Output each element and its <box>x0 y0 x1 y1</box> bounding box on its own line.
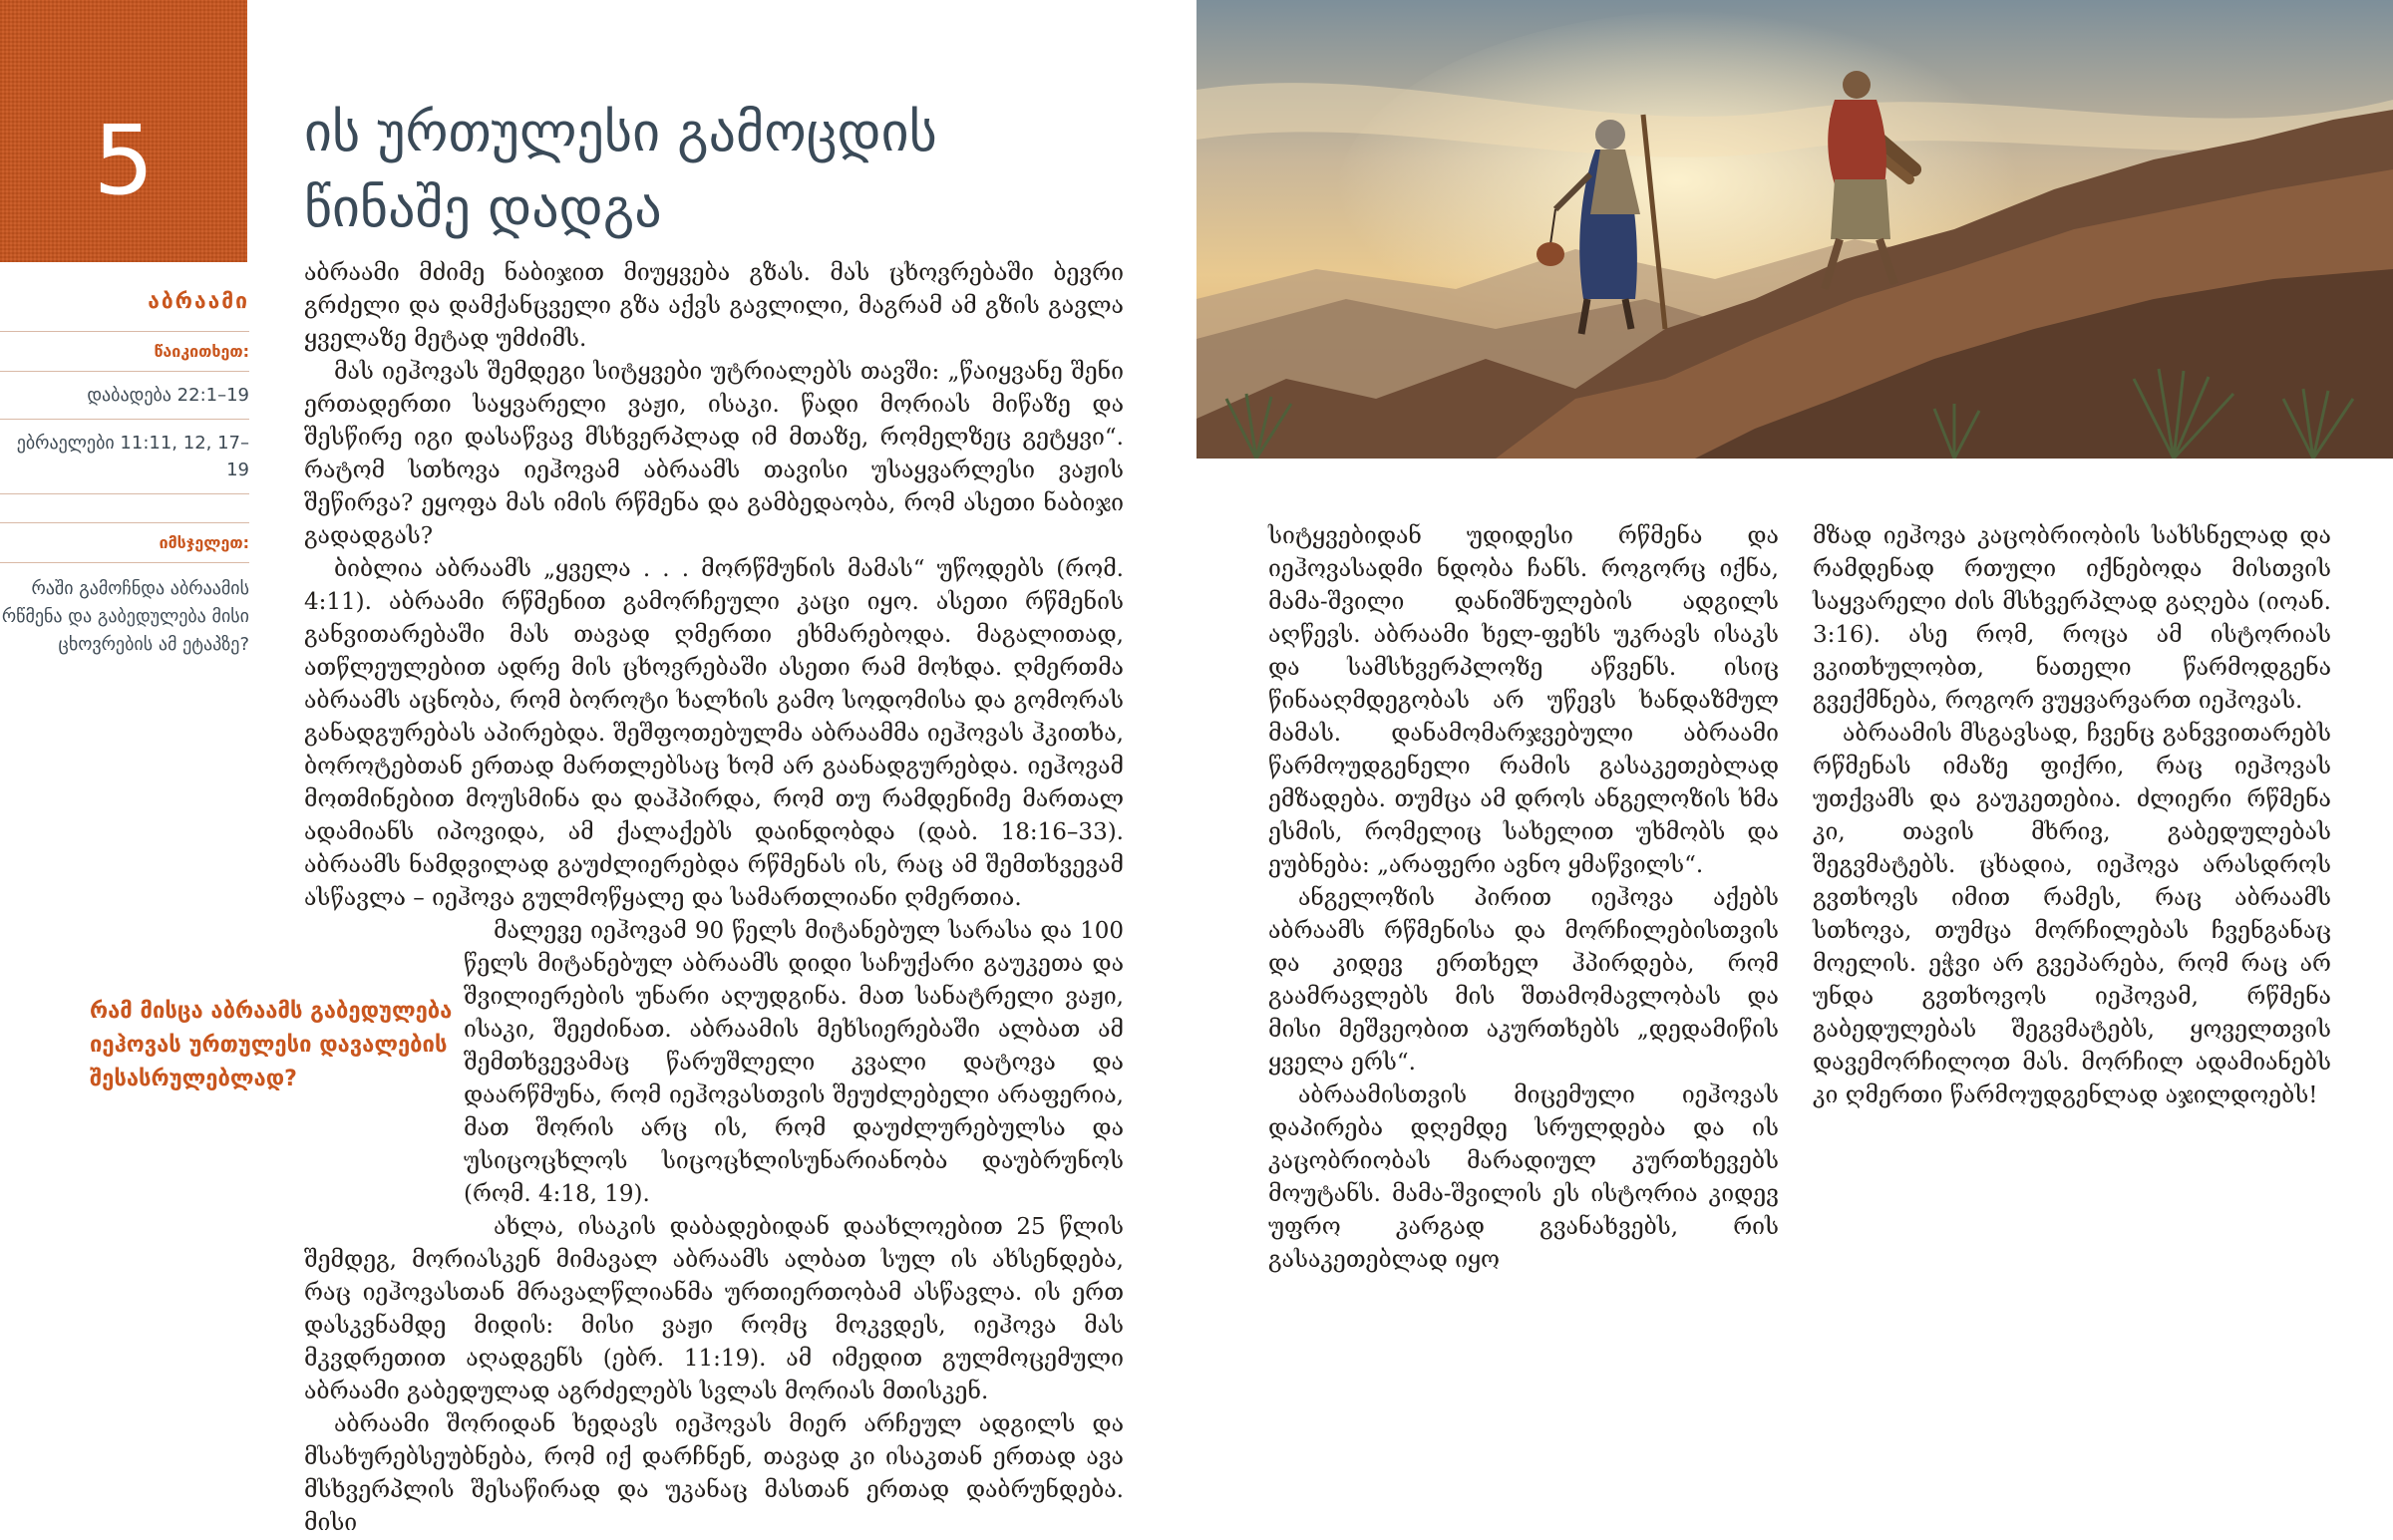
body-paragraph: ახლა, ისაკის დაბადებიდან დაახლოებით 25 წლის შემდეგ, მორიასკენ მიმავალ აბრაამს ალბათ სულ ის ახსენდება, რაც იეჰოვასთან მრავალწლიანმა ურთიერთობამ ასწავლა. ის ერთ დასკვნამდე მიდის: მისი ვაჟი რომც მოკვდეს, იეჰოვა მას მკვდრეთით აღადგენს (ებრ. 11:19). ამ იმედით გულმოცემული აბრაამი გაბედულად აგრძელებს სვლას მორიას მთისკენ. <box>304 1214 1124 1404</box>
reflect-heading: იმსჯელეთ: <box>0 522 249 563</box>
page-title <box>304 95 1002 246</box>
body-column-3 <box>1813 520 2331 1112</box>
chapter-number: 5 <box>93 105 155 216</box>
title-line-1: ის ურთულესი გამოცდის <box>304 101 937 163</box>
body-column-2 <box>1268 520 1779 1277</box>
sidebar <box>0 281 249 671</box>
body-paragraph: მას იეჰოვას შემდეგი სიტყვები უტრიალებს თავში: „წაიყვანე შენი ერთადერთი საყვარელი ვაჟი, ისაკი. წადი მორიას მიწაზე და შესწირე იგი დასაწვავ მსხვერპლად იმ მთაზე, რომელზეც გეტყვი“. რატომ სთხოვა იეჰოვამ აბრაამს თავისი უსაყვარლესი ვაჟის შეწირვა? ეყოფა მას იმის რწმენა და გამბედაობა, რომ ასეთი ნაბიჯი გადადგას? <box>304 359 1124 549</box>
scripture-ref: ებრაელები 11:11, 12, 17–19 <box>0 420 249 494</box>
body-paragraph: აბრაამისთვის მიცემული იეჰოვას დაპირება დღემდე სრულდება და ის კაცობრიობას მარადიულ კურთხევებს მოუტანს. მამა-შვილის ეს ისტორია კიდევ უფრო კარგად გვანახვებს, რის გასაკეთებლად იყო <box>1268 1082 1779 1273</box>
scripture-ref: დაბადება 22:1–19 <box>0 372 249 420</box>
body-paragraph: მზად იეჰოვა კაცობრიობის სახსნელად და რამდენად რთული იქნებოდა მისთვის საყვარელი ძის მსხვერპლად გაღება (იოან. 3:16). ასე რომ, როცა ამ ისტორიას ვკითხულობთ, ნათელი წარმოდგენა გვექმნება, როგორ ვუყვარვართ იეჰოვას. <box>1813 523 2331 714</box>
body-paragraph: აბრაამი შორიდან ხედავს იეჰოვას მიერ არჩეულ ადგილს და მსახურებსეუბნება, რომ იქ დარჩნენ, თავად კი ისაკთან ერთად ავა მსხვერპლის შესაწირად და უკანაც მასთან ერთად დაბრუნდება. მისი <box>304 1411 1124 1536</box>
body-paragraph: ანგელოზის პირით იეჰოვა აქებს აბრაამს რწმენისა და მორჩილებისთვის და კიდევ ერთხელ ჰპირდება, რომ გაამრავლებს მის შთამომავლობას და მისი მეშვეობით აკურთხებს „დედამიწის ყველა ერს“. <box>1268 885 1779 1076</box>
body-paragraph: აბრაამი მძიმე ნაბიჯით მიუყვება გზას. მას ცხოვრებაში ბევრი გრძელი და დამქანცველი გზა აქვს გავლილი, მაგრამ ამ გზის გავლა ყველაზე მეტად უმძიმს. <box>304 260 1124 352</box>
body-column-1 <box>304 257 1124 1540</box>
read-heading: წაიკითხეთ: <box>0 332 249 372</box>
body-paragraph: მალევე იეჰოვამ 90 წელს მიტანებულ სარასა და 100 წელს მიტანებულ აბრაამს დიდი საჩუქარი გაუკეთა და შვილიერების უნარი აღუდგინა. მათ სანატრელი ვაჟი, ისაკი, შეეძინათ. აბრაამის მეხსიერებაში ალბათ ამ შემთხვევამაც წარუშლელი კვალი დატოვა და დაარწმუნა, რომ იეჰოვასთვის შეუძლებელი არაფერია, მათ შორის არც ის, რომ დაუძლურებულსა და უსიცოცხლოს სიცოცხლისუნარიანობა დაუბრუნოს (რომ. 4:18, 19). <box>464 918 1124 1207</box>
pull-quote: რამ მისცა აბრაამს გაბედულება იეჰოვას ურთულესი დავალების შესასრულებლად? <box>90 999 453 1091</box>
body-paragraph: აბრაამის მსგავსად, ჩვენც განვვითარებს რწმენას იმაზე ფიქრი, რაც იეჰოვას უთქვამს და გაუკეთებია. ძლიერი რწმენა კი, თავის მხრივ, გაბედულებას შეგვმატებს. ცხადია, იეჰოვა არასდროს გვთხოვს იმით რამეს, რაც აბრაამს სთხოვა, თუმცა მორჩილებას ჩვენგანაც მოელის. ეჭვი არ გვეპარება, რომ რაც არ უნდა გვთხოვოს იეჰოვამ, რწმენა გაბედულებას შეგვმატებს, ყოველთვის დავემორჩილოთ მას. მორჩილ ადამიანებს კი ღმერთი წარმოუდგენლად აჯილდოებს! <box>1813 721 2331 1108</box>
reflect-question: რაში გამოჩნდა აბრაამის რწმენა და გაბედულება მისი ცხოვრების ამ ეტაპზე? <box>1 578 249 655</box>
body-paragraph: სიტყვებიდან უდიდესი რწმენა და იეჰოვასადმი ნდობა ჩანს. როგორც იქნა, მამა-შვილი დანიშნულების ადგილს აღწევს. აბრაამი ხელ-ფეხს უკრავს ისაკს და სამსხვერპლოზე აწვენს. ისიც წინააღმდეგობას არ უწევს ხანდაზმულ მამას. დანამომარჯვებული აბრაამი წარმოუდგენელი რამის გასაკეთებლად ემზადება. თუმცა ამ დროს ანგელოზის ხმა ესმის, რომელიც სახელით უხმობს და ეუბნება: „არაფერი ავნო ყმაწვილს“. <box>1268 523 1779 878</box>
pull-quote-space <box>304 915 464 1244</box>
title-line-2: წინაშე დადგა <box>304 176 662 239</box>
abraham-isaac-mountain-illustration <box>1196 0 2393 459</box>
character-name: აბრაამი <box>0 281 249 332</box>
body-paragraph: ბიბლია აბრაამს „ყველა . . . მორწმუნის მამას“ უწოდებს (რომ. 4:11). აბრაამი რწმენით გამორჩეული კაცი იყო. ასეთი რწმენის განვითარებაში მას თავად ღმერთი ეხმარებოდა. მაგალითად, ათწლეულებით ადრე მის ცხოვრებაში ასეთი რამ მოხდა. ღმერთმა აბრაამს აცნობა, რომ ბოროტი ხალხის გამო სოდომისა და გომორას განადგურებას აპირებდა. შეშფოთებულმა აბრაამმა იეჰოვას ჰკითხა, ბოროტებთან ერთად მართლებსაც ხომ არ გაანადგურებდა. იეჰოვამ მოთმინებით მოუსმინა და დაჰპირდა, რომ თუ რამდენიმე მართალ ადამიანს იპოვიდა, ამ ქალაქებს დაინდობდა (დაბ. 18:16–33). აბრაამს ნამდვილად გაუძლიერებდა რწმენას ის, რაც ამ შემთხვევამ ასწავლა – იეჰოვა გულმოწყალე და სამართლიანი ღმერთია. <box>304 556 1124 911</box>
